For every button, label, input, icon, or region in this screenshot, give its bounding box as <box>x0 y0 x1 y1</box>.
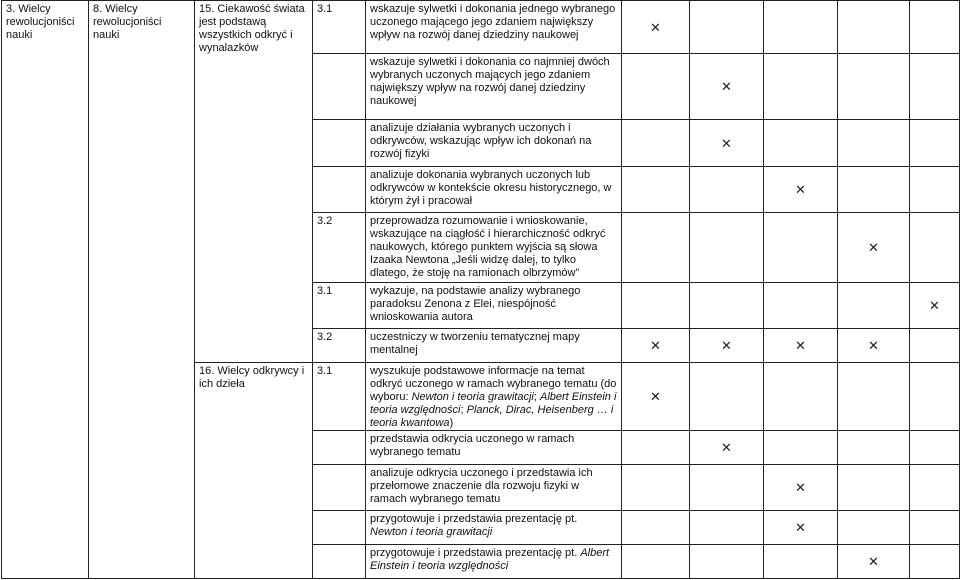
x-mark-icon: ✕ <box>690 120 764 167</box>
requirement-text: wyszukuje podstawowe informacje na temat odkryć uczonego w ramach wybranego tematu (do wyboru: Newton i teoria grawitacji; Albert Einstein i teoria względności; Planck, Dirac, Heisenberg … i teoria kwantowa) <box>366 363 622 431</box>
mark-cell-level-3 <box>764 363 838 431</box>
mark-cell-level-2 <box>690 545 764 579</box>
mark-cell-level-5 <box>910 511 960 545</box>
x-mark-icon: ✕ <box>910 283 960 329</box>
topic-cell: 16. Wielcy odkrywcy i ich dzieła <box>195 363 313 579</box>
section-number: 3.2 <box>313 329 366 363</box>
requirement-text: wskazuje sylwetki i dokonania jednego wybranego uczonego mającego jego zdaniem największy wpływ na rozwój danej dziedziny naukowej <box>366 1 622 54</box>
requirement-text: analizuje dokonania wybranych uczonych lub odkrywców w kontekście okresu historycznego, w którym żył i pracował <box>366 167 622 213</box>
x-mark-icon: ✕ <box>764 511 838 545</box>
mark-cell-level-4 <box>838 363 910 431</box>
section-number: 3.2 <box>313 213 366 283</box>
mark-cell-level-5 <box>910 363 960 431</box>
requirement-text: wskazuje sylwetki i dokonania co najmniej dwóch wybranych uczonych mających jego zdaniem największy wpływ na rozwój danej dziedziny naukowej <box>366 54 622 120</box>
section-number: 3.1 <box>313 1 366 54</box>
mark-cell-level-2 <box>690 465 764 511</box>
mark-cell-level-3 <box>764 431 838 465</box>
module-number-cell: 3. Wielcy rewolucjoniści nauki <box>2 1 89 579</box>
mark-cell-level-3 <box>764 1 838 54</box>
x-mark-icon: ✕ <box>838 545 910 579</box>
mark-cell-level-3 <box>764 120 838 167</box>
section-number <box>313 431 366 465</box>
section-number <box>313 465 366 511</box>
x-mark-icon: ✕ <box>622 329 690 363</box>
mark-cell-level-3 <box>764 54 838 120</box>
mark-cell-level-5 <box>910 54 960 120</box>
section-number <box>313 511 366 545</box>
requirement-text: analizuje działania wybranych uczonych i odkrywców, wskazując wpływ ich dokonań na rozwój fizyki <box>366 120 622 167</box>
mark-cell-level-5 <box>910 167 960 213</box>
mark-cell-level-2 <box>690 167 764 213</box>
mark-cell-level-1 <box>622 167 690 213</box>
x-mark-icon: ✕ <box>690 54 764 120</box>
mark-cell-level-2 <box>690 511 764 545</box>
mark-cell-level-5 <box>910 329 960 363</box>
section-number: 3.1 <box>313 283 366 329</box>
mark-cell-level-5 <box>910 431 960 465</box>
mark-cell-level-4 <box>838 1 910 54</box>
mark-cell-level-1 <box>622 54 690 120</box>
mark-cell-level-4 <box>838 120 910 167</box>
mark-cell-level-2 <box>690 1 764 54</box>
mark-cell-level-1 <box>622 465 690 511</box>
mark-cell-level-1 <box>622 283 690 329</box>
x-mark-icon: ✕ <box>622 363 690 431</box>
mark-cell-level-1 <box>622 431 690 465</box>
requirement-text: analizuje odkrycia uczonego i przedstawia ich przełomowe znaczenie dla rozwoju fizyki w ramach wybranego tematu <box>366 465 622 511</box>
table-row <box>2 1 960 54</box>
section-number: 3.1 <box>313 363 366 431</box>
mark-cell-level-3 <box>764 213 838 283</box>
x-mark-icon: ✕ <box>622 1 690 54</box>
topic-cell: 15. Ciekawość świata jest podstawą wszystkich odkryć i wynalazków <box>195 1 313 363</box>
requirement-text: uczestniczy w tworzeniu tematycznej mapy mentalnej <box>366 329 622 363</box>
section-number <box>313 120 366 167</box>
table-body <box>2 1 960 579</box>
mark-cell-level-2 <box>690 283 764 329</box>
mark-cell-level-5 <box>910 120 960 167</box>
mark-cell-level-5 <box>910 465 960 511</box>
x-mark-icon: ✕ <box>764 465 838 511</box>
section-number <box>313 545 366 579</box>
mark-cell-level-2 <box>690 363 764 431</box>
mark-cell-level-1 <box>622 213 690 283</box>
mark-cell-level-4 <box>838 283 910 329</box>
x-mark-icon: ✕ <box>690 431 764 465</box>
mark-cell-level-4 <box>838 167 910 213</box>
section-number <box>313 167 366 213</box>
x-mark-icon: ✕ <box>764 167 838 213</box>
mark-cell-level-5 <box>910 545 960 579</box>
mark-cell-level-4 <box>838 431 910 465</box>
mark-cell-level-4 <box>838 54 910 120</box>
requirement-text: wykazuje, na podstawie analizy wybranego paradoksu Zenona z Elei, niespójność wnioskowania autora <box>366 283 622 329</box>
mark-cell-level-4 <box>838 465 910 511</box>
mark-cell-level-3 <box>764 283 838 329</box>
mark-cell-level-4 <box>838 511 910 545</box>
mark-cell-level-3 <box>764 545 838 579</box>
requirement-text: przedstawia odkrycia uczonego w ramach wybranego tematu <box>366 431 622 465</box>
requirement-text: przygotowuje i przedstawia prezentację pt. Albert Einstein i teoria względności <box>366 545 622 579</box>
x-mark-icon: ✕ <box>764 329 838 363</box>
requirements-table <box>1 0 960 579</box>
mark-cell-level-1 <box>622 511 690 545</box>
x-mark-icon: ✕ <box>838 329 910 363</box>
mark-cell-level-5 <box>910 1 960 54</box>
x-mark-icon: ✕ <box>690 329 764 363</box>
mark-cell-level-1 <box>622 545 690 579</box>
mark-cell-level-2 <box>690 213 764 283</box>
x-mark-icon: ✕ <box>838 213 910 283</box>
requirement-text: przeprowadza rozumowanie i wnioskowanie, wskazujące na ciągłość i hierarchiczność odkryć naukowych, którego punktem wyjścia są słowa Izaaka Newtona „Jeśli widzę dalej, to tylko dlatego, że stoję na ramionach olbrzymów” <box>366 213 622 283</box>
mark-cell-level-1 <box>622 120 690 167</box>
mark-cell-level-5 <box>910 213 960 283</box>
requirement-text: przygotowuje i przedstawia prezentację pt. Newton i teoria grawitacji <box>366 511 622 545</box>
section-number <box>313 54 366 120</box>
section-cell: 8. Wielcy rewolucjoniści nauki <box>89 1 195 579</box>
